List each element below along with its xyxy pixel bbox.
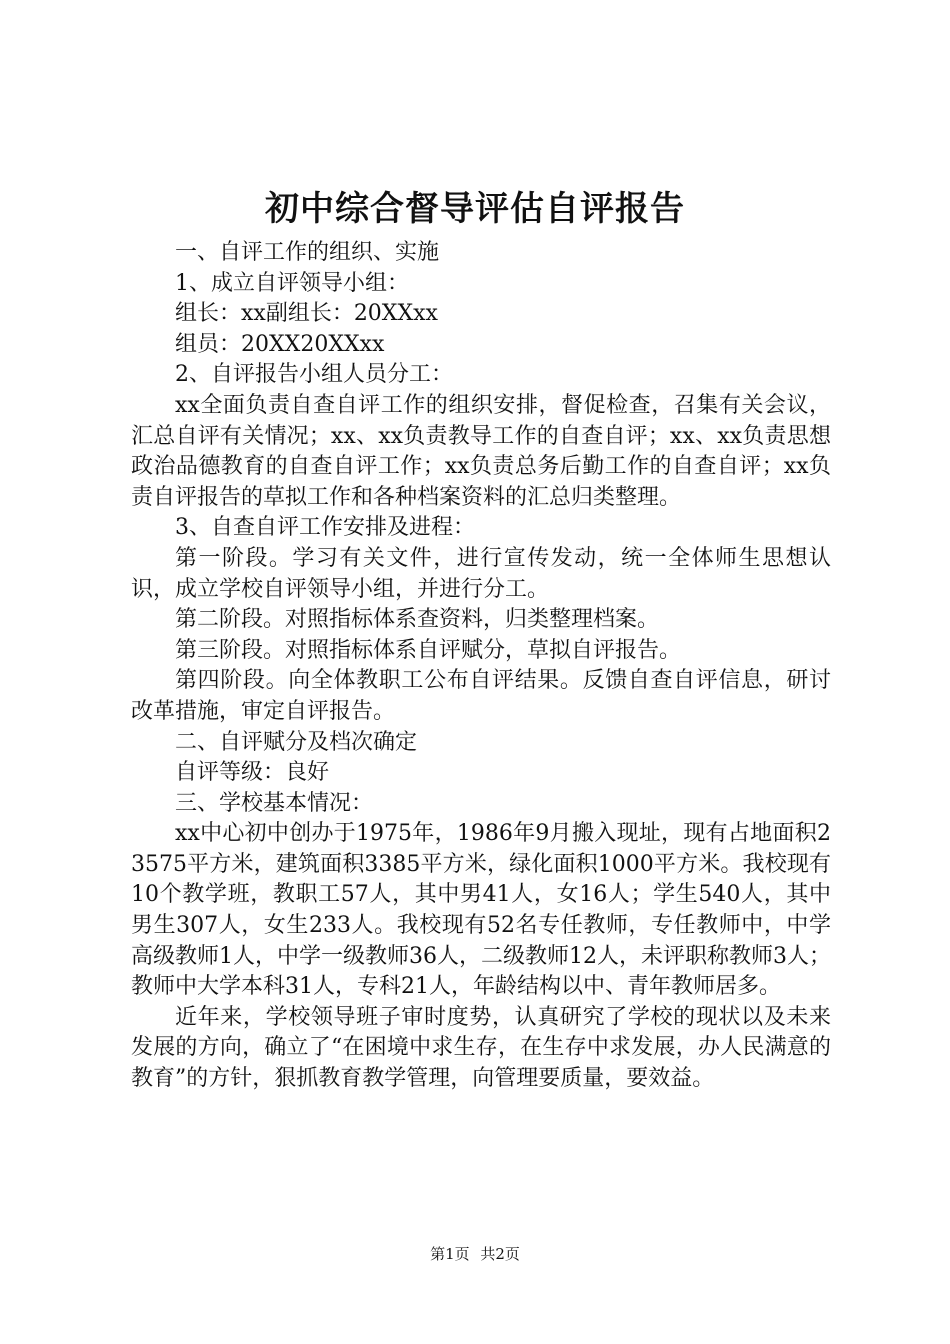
paragraph-school-info: xx中心初中创办于1975年，1986年9月搬入现址，现有占地面积23575平方米，建筑面积3385平方米，绿化面积1000平方米。我校现有10个教学班，教职工57人，其中男41人，女16人；学生540人，其中男生307人，女生233人。我校现有52名专任教师，专任教师中，中学高级教师1人，中学一级教师36人，二级教师12人，未评职称教师3人；教师中大学本科31人，专科21人，年龄结构以中、青年教师居多。 (131, 821, 831, 1000)
paragraph-group-leader: 组长：xx副组长：20XXxx (175, 301, 438, 327)
document-body (131, 238, 831, 1095)
paragraph-section-3-heading: 三、学校基本情况： (175, 790, 374, 816)
paragraph-stage-1: 第一阶段。学习有关文件，进行宣传发动，统一全体师生思想认识，成立学校自评领导小组，并进行分工。 (131, 545, 831, 602)
paragraph-recent-years: 近年来，学校领导班子审时度势，认真研究了学校的现状以及未来发展的方向，确立了“在困境中求生存，在生存中求发展，办人民满意的教育”的方针，狠抓教育教学管理，向管理要质量，要效益。 (131, 1004, 831, 1092)
page-footer (0, 1244, 950, 1264)
paragraph-item-1: 1、成立自评领导小组： (175, 270, 409, 296)
paragraph-section-2-heading: 二、自评赋分及档次确定 (175, 729, 418, 755)
paragraph-stage-2: 第二阶段。对照指标体系查资料，归类整理档案。 (175, 607, 660, 633)
paragraph-division-of-labor: xx全面负责自查自评工作的组织安排，督促检查，召集有关会议，汇总自评有关情况；xx、xx负责教导工作的自查自评；xx、xx负责思想政治品德教育的自查自评工作；xx负责总务后勤工作的自查自评；xx负责自评报告的草拟工作和各种档案资料的汇总归类整理。 (131, 392, 831, 510)
paragraph-group-members: 组员：20XX20XXxx (175, 331, 385, 357)
document-title: 初中综合督导评估自评报告 (265, 189, 685, 229)
paragraph-self-rating: 自评等级：良好 (175, 760, 330, 786)
paragraph-item-3: 3、自查自评工作安排及进程： (175, 515, 475, 541)
paragraph-section-1-heading: 一、自评工作的组织、实施 (175, 240, 440, 265)
page-number-current: 第1页 (430, 1245, 470, 1263)
paragraph-stage-4: 第四阶段。向全体教职工公布自评结果。反馈自查自评信息，研讨改革措施，审定自评报告。 (131, 668, 831, 724)
paragraph-item-2: 2、自评报告小组人员分工： (175, 362, 453, 388)
paragraph-stage-3: 第三阶段。对照指标体系自评赋分，草拟自评报告。 (175, 637, 682, 663)
page-number-total: 共2页 (480, 1245, 520, 1263)
